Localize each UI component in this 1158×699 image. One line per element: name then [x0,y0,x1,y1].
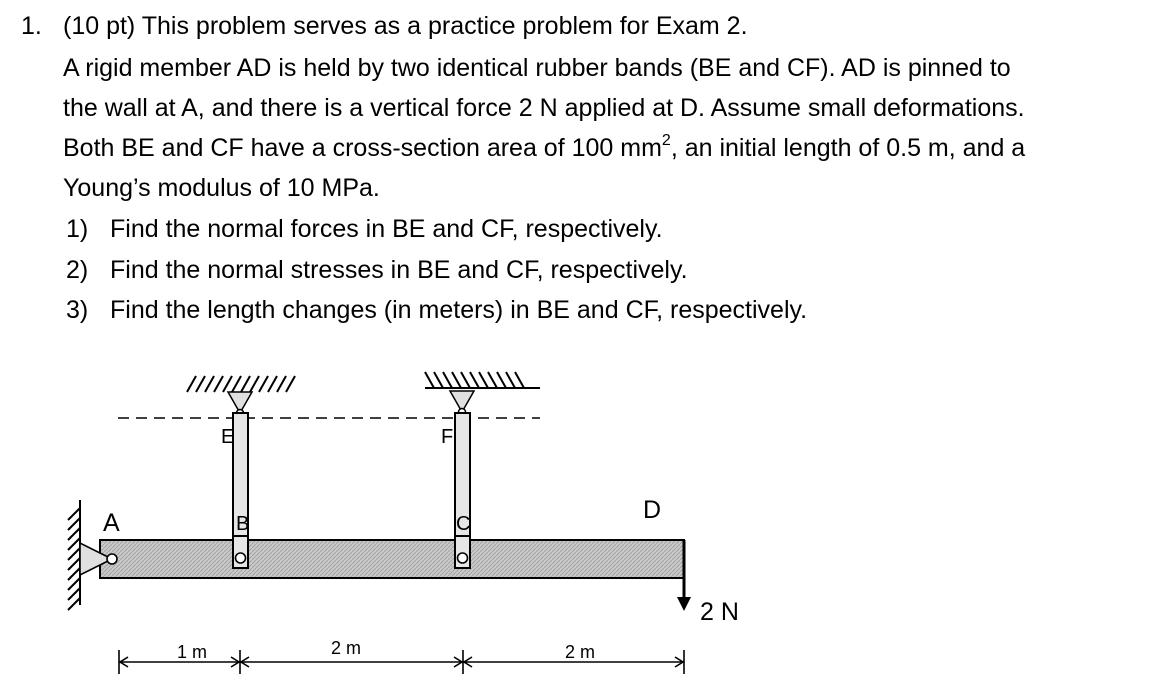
dimension-1: 1 m [177,642,208,662]
problem-line-2: the wall at A, and there is a vertical force 2 N applied at D. Assume small deformations. [63,94,1025,122]
label-b: B [236,513,250,535]
problem-header: (10 pt) This problem serves as a practice problem for Exam 2. [63,12,748,40]
question-2-text: Find the normal stresses in BE and CF, respectively. [110,256,688,284]
problem-line-1: A rigid member AD is held by two identical rubber bands (BE and CF). AD is pinned to [63,54,1011,82]
problem-number: 1. [21,12,42,40]
problem-line-4: Young’s modulus of 10 MPa. [63,174,380,202]
label-f: F [441,426,454,448]
dimension-3: 2 m [565,642,596,662]
question-2-number: 2) [66,256,89,284]
question-3-text: Find the length changes (in meters) in BE and CF, respectively. [110,296,808,324]
question-1-number: 1) [66,215,89,243]
line4-part-b: , an initial length of 0.5 m, and a [670,134,1026,162]
line4-part-a: Both BE and CF have a cross-section area of 100 mm [63,134,662,162]
label-d: D [643,496,662,524]
label-e: E [221,426,235,448]
ceiling-support-e [187,376,300,392]
question-1-text: Find the normal forces in BE and CF, respectively. [110,215,663,243]
pin-a-icon [107,554,117,564]
label-a: A [103,509,120,537]
dimension-2: 2 m [331,638,362,658]
pin-b-lower-icon [236,553,246,563]
rigid-member-ad [100,540,684,578]
label-c: C [456,513,471,535]
ceiling-support-f [425,372,540,388]
pin-c-lower-icon [458,553,468,563]
superscript-2: 2 [661,131,671,149]
force-arrow-head-icon [677,597,691,611]
force-label: 2 N [700,598,739,626]
question-3-number: 3) [66,296,89,324]
